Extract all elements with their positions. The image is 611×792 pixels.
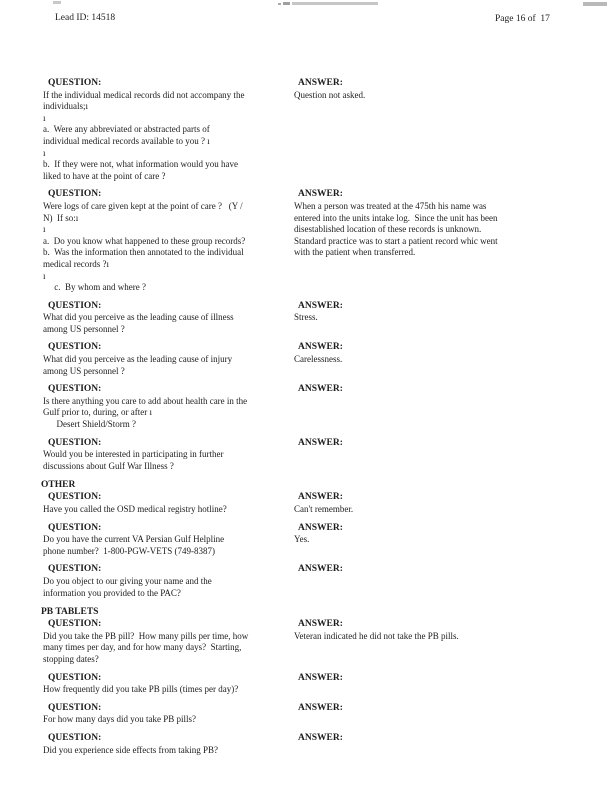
- question-header: QUESTION:: [48, 564, 102, 575]
- answer-header: ANSWER:: [298, 732, 343, 743]
- answer-header: ANSWER:: [298, 619, 343, 630]
- answer-cell: [294, 384, 576, 430]
- question-header: QUESTION:: [48, 384, 102, 395]
- question-text: What did you perceive as the leading cause of injury among US personnel ?: [43, 354, 233, 376]
- qa-row: [43, 342, 578, 377]
- qa-row: [43, 619, 578, 665]
- question-cell: [43, 301, 294, 336]
- answer-cell: [294, 733, 576, 756]
- question-header: QUESTION:: [48, 522, 102, 533]
- scan-artifact: [278, 3, 281, 5]
- question-header: QUESTION:: [48, 78, 102, 88]
- answer-header: ANSWER:: [298, 437, 343, 448]
- qa-row: [43, 301, 578, 336]
- question-header: QUESTION:: [48, 702, 102, 713]
- answer-header: ANSWER:: [298, 492, 343, 503]
- answer-header: ANSWER:: [298, 564, 343, 575]
- question-cell: [43, 384, 294, 430]
- answer-cell: [294, 619, 576, 665]
- answer-text: Carelessness.: [294, 354, 343, 365]
- question-cell: [43, 703, 294, 726]
- qa-row: [43, 733, 578, 756]
- answer-cell: [294, 703, 576, 726]
- question-cell: [43, 189, 294, 293]
- answer-cell: [294, 189, 576, 293]
- question-text: Do you object to our giving your name and the information you provided to the PAC?: [43, 575, 212, 598]
- answer-text: When a person was treated at the 475th his name was entered into the units intake log. Since the unit has been disestablished location of these records is unknown. Standard practice was to start a patient record whic went with the patient when transferred.: [294, 200, 498, 258]
- answer-text: Stress.: [294, 312, 318, 323]
- question-text: What did you perceive as the leading cause of illness among US personnel ?: [43, 312, 234, 334]
- question-cell: [43, 733, 294, 756]
- qa-row: [43, 438, 578, 473]
- qa-row: [43, 673, 578, 696]
- question-header: QUESTION:: [48, 437, 102, 448]
- qa-row: [43, 564, 578, 599]
- answer-text: Veteran indicated he did not take the PB pills.: [294, 630, 459, 641]
- question-text: Did you take the PB pill? How many pills per time, how many times per day, and for how many days? Starting, stopping dates?: [43, 630, 249, 664]
- section-header: OTHER: [41, 480, 76, 491]
- section-header: PB TABLETS: [41, 607, 99, 618]
- question-header: QUESTION:: [48, 342, 102, 353]
- answer-header: ANSWER:: [298, 702, 343, 713]
- question-cell: [43, 342, 294, 377]
- question-text: How frequently did you take PB pills (times per day)?: [43, 684, 239, 695]
- question-cell: [43, 523, 294, 558]
- question-cell: [43, 438, 294, 473]
- answer-cell: [294, 301, 576, 336]
- question-text: Were logs of care given kept at the point of care ? (Y / N) If so:ı ı a. Do you know what happened to these group records? b. Was the information then annotated to the individual medical records ?ı ı c. By whom and where ?: [43, 200, 246, 293]
- question-header: QUESTION:: [48, 732, 102, 743]
- question-cell: [43, 78, 294, 182]
- answer-header: ANSWER:: [298, 342, 343, 353]
- page-number-label: Page 16 of 17: [495, 14, 550, 24]
- answer-cell: [294, 564, 576, 599]
- question-text: Have you called the OSD medical registry hotline?: [43, 504, 227, 514]
- answer-cell: [294, 523, 576, 558]
- answer-header: ANSWER:: [298, 300, 343, 311]
- question-header: QUESTION:: [48, 300, 102, 311]
- answer-cell: [294, 438, 576, 473]
- qa-row: [43, 703, 578, 726]
- question-header: QUESTION:: [48, 619, 102, 630]
- answer-cell: [294, 492, 576, 515]
- scan-artifact: [292, 2, 378, 5]
- qa-row: [43, 189, 578, 293]
- answer-text: Question not asked.: [294, 89, 366, 100]
- question-text: Is there anything you care to add about health care in the Gulf prior to, during, or after ı Desert Shield/Storm ?: [43, 395, 248, 430]
- lead-id-label: Lead ID: 14518: [55, 13, 116, 23]
- scan-artifact: [283, 2, 290, 5]
- answer-header: ANSWER:: [298, 672, 343, 683]
- question-cell: [43, 492, 294, 515]
- answer-text: Can't remember.: [294, 504, 354, 514]
- answer-header: ANSWER:: [298, 384, 343, 395]
- question-header: QUESTION:: [48, 492, 102, 503]
- qa-rows: [43, 78, 578, 763]
- answer-header: ANSWER:: [298, 189, 343, 200]
- question-header: QUESTION:: [48, 672, 102, 683]
- question-text: Did you experience side effects from taking PB?: [43, 744, 219, 755]
- question-text: Would you be interested in participating in further discussions about Gulf War Illness ?: [43, 449, 224, 471]
- question-cell: [43, 619, 294, 665]
- qa-row: [43, 523, 578, 558]
- answer-cell: [294, 673, 576, 696]
- section-row: [43, 479, 578, 491]
- question-text: Do you have the current VA Persian Gulf Helpline phone number? 1-800-PGW-VETS (749-8387): [43, 534, 225, 556]
- qa-row: [43, 384, 578, 430]
- question-cell: [43, 673, 294, 696]
- question-text: For how many days did you take PB pills?: [43, 714, 196, 725]
- answer-header: ANSWER:: [298, 522, 343, 533]
- question-header: QUESTION:: [48, 189, 102, 200]
- scan-artifact: [583, 2, 607, 6]
- section-row: [43, 606, 578, 618]
- question-text: If the individual medical records did not accompany the individuals;ı ı a. Were any abbreviated or abstracted parts of individual medical records available to you ? ı ı b. If they were not, what information would you have liked to have at the point of care ?: [43, 89, 245, 181]
- qa-row: [43, 78, 578, 182]
- qa-row: [43, 492, 578, 515]
- answer-text: Yes.: [294, 534, 310, 545]
- answer-cell: [294, 342, 576, 377]
- answer-header: ANSWER:: [298, 78, 343, 88]
- scan-artifact: [53, 1, 61, 4]
- answer-cell: [294, 78, 576, 182]
- question-cell: [43, 564, 294, 599]
